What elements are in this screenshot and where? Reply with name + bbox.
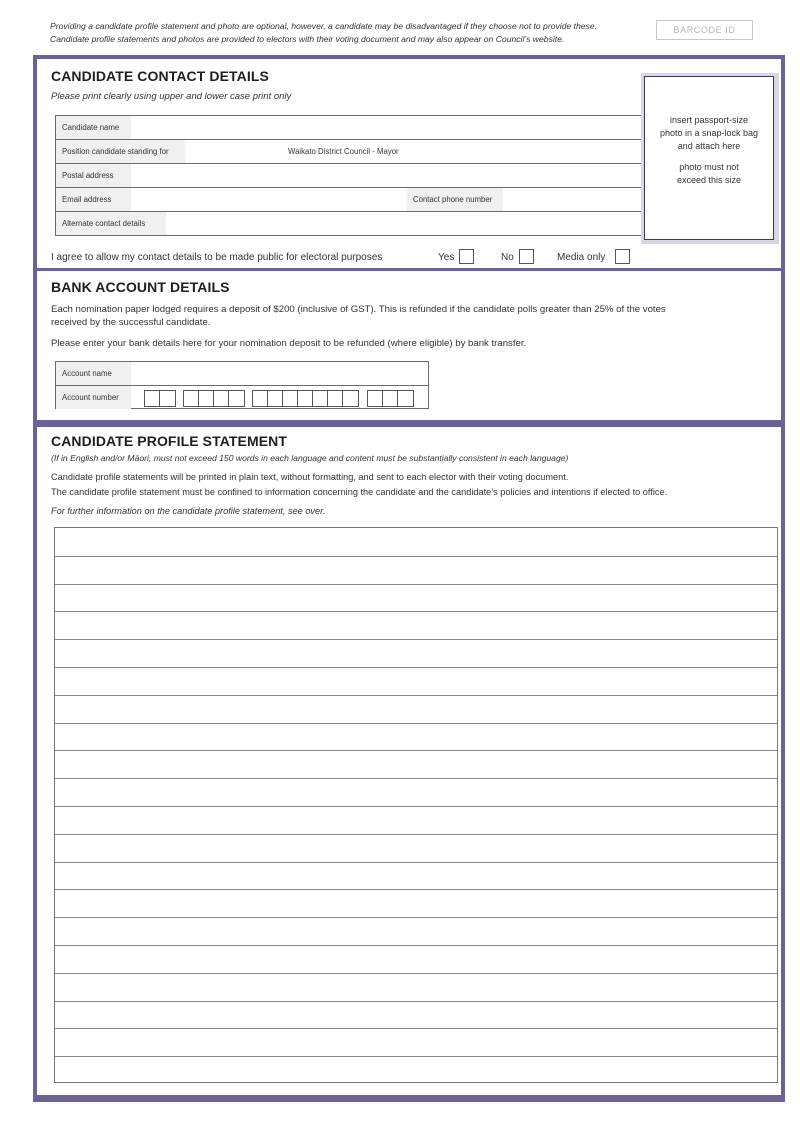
account-number-label: Account number — [56, 386, 131, 409]
photo-instruction-2: photo in a snap-lock bag — [659, 128, 759, 138]
row-postal-address[interactable] — [56, 164, 642, 188]
consent-text: I agree to allow my contact details to be made public for electoral purposes — [51, 252, 383, 263]
position-value: Waikato District Council - Mayor — [288, 147, 399, 156]
account-base-digits[interactable] — [252, 390, 359, 407]
writing-line — [55, 750, 777, 751]
digit-cell[interactable] — [283, 391, 298, 406]
writing-line — [55, 862, 777, 863]
writing-line — [55, 1001, 777, 1002]
writing-line — [55, 778, 777, 779]
position-label: Position candidate standing for — [56, 140, 185, 163]
writing-line — [55, 611, 777, 612]
consent-yes-label: Yes — [438, 252, 455, 263]
digit-cell[interactable] — [383, 391, 398, 406]
row-alternate-contact[interactable] — [56, 212, 642, 235]
profile-rule-1: Candidate profile statements will be printed in plain text, without formatting, and sent to each elector with their voting document. — [51, 472, 569, 482]
consent-media-checkbox[interactable] — [615, 249, 630, 264]
branch-code-digits[interactable] — [183, 390, 245, 407]
digit-cell[interactable] — [343, 391, 358, 406]
notice-line-1: Providing a candidate profile statement and photo are optional, however, a candidate may be disadvantaged if they choose not to provide these. — [50, 21, 598, 31]
row-email-phone[interactable] — [56, 188, 642, 212]
writing-line — [55, 945, 777, 946]
form-frame — [33, 55, 785, 1102]
bank-instructions-text: Please enter your bank details here for your nomination deposit to be refunded (where eligible) by bank transfer. — [51, 338, 527, 349]
bank-details-section — [37, 271, 781, 420]
deposit-info-line-2: received by the successful candidate. — [51, 317, 211, 328]
row-position[interactable] — [56, 140, 642, 164]
digit-cell[interactable] — [184, 391, 199, 406]
writing-line — [55, 917, 777, 918]
row-candidate-name[interactable] — [56, 116, 642, 140]
consent-no-checkbox[interactable] — [519, 249, 534, 264]
candidate-name-label: Candidate name — [56, 116, 131, 139]
photo-instruction-1: insert passport-size — [669, 115, 749, 125]
profile-section-subtitle: (If in English and/or Māori, must not exceed 150 words in each language and content must be substantially consistent in each language) — [51, 453, 569, 463]
writing-line — [55, 973, 777, 974]
bank-section-title: BANK ACCOUNT DETAILS — [51, 279, 230, 295]
digit-cell[interactable] — [199, 391, 214, 406]
account-name-label: Account name — [56, 362, 131, 385]
digit-cell[interactable] — [145, 391, 160, 406]
photo-placeholder — [641, 73, 779, 244]
writing-line — [55, 639, 777, 640]
writing-line — [55, 556, 777, 557]
digit-cell[interactable] — [214, 391, 229, 406]
profile-statement-writing-area[interactable] — [54, 527, 778, 1083]
digit-cell[interactable] — [368, 391, 383, 406]
optional-notice — [50, 20, 650, 45]
digit-cell[interactable] — [298, 391, 313, 406]
row-account-number — [56, 386, 428, 409]
writing-line — [55, 1028, 777, 1029]
profile-section-title: CANDIDATE PROFILE STATEMENT — [51, 433, 288, 449]
digit-cell[interactable] — [160, 391, 175, 406]
bank-code-digits[interactable] — [144, 390, 176, 407]
digit-cell[interactable] — [398, 391, 413, 406]
photo-size-note-2: exceed this size — [676, 175, 742, 185]
email-label: Email address — [56, 188, 131, 211]
digit-cell[interactable] — [328, 391, 343, 406]
row-account-name[interactable] — [56, 362, 428, 386]
profile-statement-section — [37, 427, 781, 1095]
digit-cell[interactable] — [229, 391, 244, 406]
consent-no-label: No — [501, 252, 514, 263]
postal-address-label: Postal address — [56, 164, 131, 187]
writing-line — [55, 667, 777, 668]
writing-line — [55, 889, 777, 890]
deposit-info-line-1: Each nomination paper lodged requires a deposit of $200 (inclusive of GST). This is refunded if the candidate polls greater than 25% of the votes — [51, 304, 666, 315]
notice-line-2: Candidate profile statements and photos are provided to electors with their voting document and may also appear on Council’s website. — [50, 33, 565, 44]
photo-box — [644, 76, 774, 240]
photo-instruction-3: and attach here — [677, 141, 741, 151]
bank-instructions — [51, 337, 771, 350]
profile-further-info: For further information on the candidate profile statement, see over. — [51, 506, 326, 516]
writing-line — [55, 584, 777, 585]
contact-section-subtitle: Please print clearly using upper and lower case print only — [51, 91, 292, 102]
barcode-id-box: BARCODE ID — [656, 20, 753, 40]
writing-line — [55, 723, 777, 724]
bank-table — [55, 361, 429, 409]
alternate-contact-label: Alternate contact details — [56, 212, 166, 235]
profile-rule-2: The candidate profile statement must be confined to information concerning the candidate and the candidate’s policies and intentions if elected to office. — [51, 487, 668, 497]
consent-yes-checkbox[interactable] — [459, 249, 474, 264]
writing-line — [55, 695, 777, 696]
contact-table — [55, 115, 643, 236]
photo-size-note-1: photo must not — [679, 162, 739, 172]
account-suffix-digits[interactable] — [367, 390, 414, 407]
digit-cell[interactable] — [253, 391, 268, 406]
contact-details-section — [37, 59, 781, 268]
phone-label: Contact phone number — [407, 188, 503, 211]
digit-cell[interactable] — [313, 391, 328, 406]
profile-rules — [51, 470, 776, 500]
deposit-info — [51, 303, 771, 329]
writing-line — [55, 1056, 777, 1057]
digit-cell[interactable] — [268, 391, 283, 406]
consent-media-label: Media only — [557, 252, 606, 263]
writing-line — [55, 834, 777, 835]
writing-line — [55, 806, 777, 807]
contact-section-title: CANDIDATE CONTACT DETAILS — [51, 68, 269, 84]
